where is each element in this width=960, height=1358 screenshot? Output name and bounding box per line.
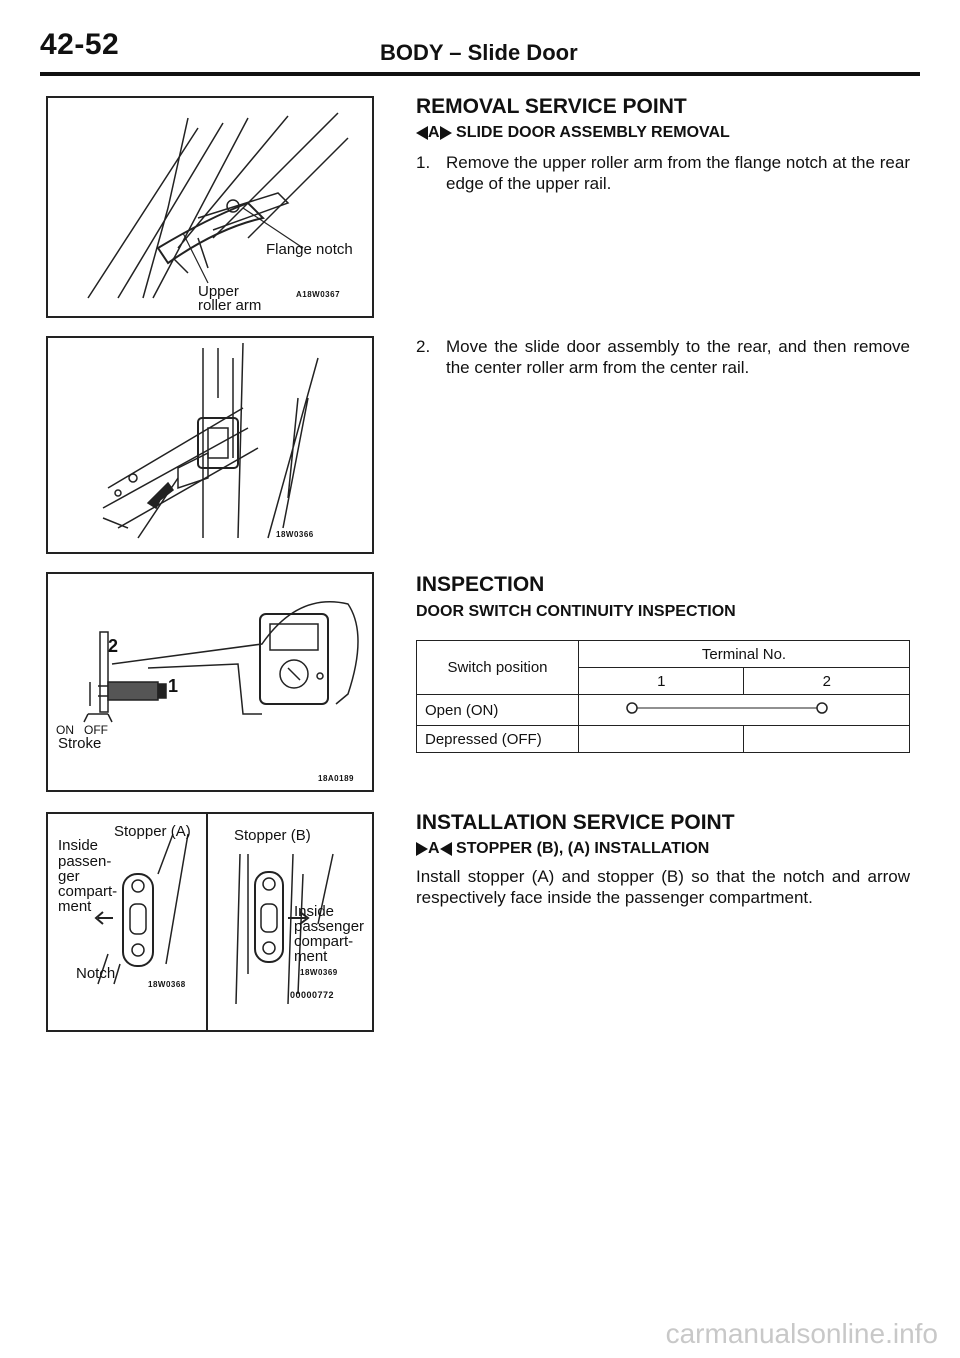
figure-code: 18A0189: [318, 774, 354, 783]
left-triangle-icon: [440, 842, 452, 856]
label-inside-l1: Inside: [58, 837, 99, 854]
label-flange-notch: Flange notch: [266, 241, 353, 258]
installation-heading: INSTALLATION SERVICE POINT: [416, 811, 735, 834]
label-inside-l3: ger: [58, 868, 80, 885]
footer-watermark: carmanualsonline.info: [665, 1318, 938, 1349]
figure-code-left: 18W0368: [148, 980, 186, 989]
header-terminal-1: 1: [579, 668, 744, 695]
empty-cell: [744, 726, 910, 753]
label-stroke: Stroke: [58, 735, 102, 752]
continuity-line-icon: [579, 695, 909, 721]
table-row: [417, 695, 910, 726]
label-inside-r4: ment: [294, 948, 328, 965]
figure-code: 18W0366: [276, 530, 314, 539]
label-on: ON: [56, 723, 74, 737]
label-stopper-b: Stopper (B): [234, 827, 311, 844]
label-upper: Upper: [198, 283, 239, 300]
header-terminal-no: Terminal No.: [579, 641, 910, 668]
figure-code-right: 18W0369: [300, 968, 338, 977]
label-inside-r1: Inside: [294, 903, 335, 920]
label-roller-arm: roller arm: [198, 297, 262, 314]
header-switch-position: Switch position: [417, 641, 579, 695]
figure-center-roller-arm: [46, 336, 374, 554]
figure-code: A18W0367: [296, 290, 341, 299]
installation-text: Install stopper (A) and stopper (B) so that the notch and arrow respectively face inside the passenger compartment.: [416, 867, 910, 907]
row-label-open: Open (ON): [417, 695, 579, 726]
door-switch-tester-drawing: [48, 574, 372, 790]
label-terminal-1: 1: [168, 676, 179, 696]
table-row: [417, 726, 910, 753]
label-inside-r2: passenger: [294, 918, 365, 935]
installation-subheading: [416, 840, 709, 858]
row-label-depressed: Depressed (OFF): [417, 726, 579, 753]
page-title: BODY – Slide Door: [380, 40, 578, 65]
step-text: Remove the upper roller arm from the flange notch at the rear edge of the upper rail.: [446, 153, 910, 193]
figure-door-switch-tester: [46, 572, 374, 792]
label-inside-r3: compart-: [294, 933, 354, 950]
header-rule: [40, 72, 920, 76]
left-triangle-icon: [416, 126, 428, 140]
label-off: OFF: [84, 723, 108, 737]
label-inside-l4: compart-: [58, 883, 118, 900]
header-terminal-2: 2: [744, 668, 910, 695]
step-number: 2.: [416, 337, 431, 356]
removal-step-1: [416, 152, 910, 194]
continuity-table: [416, 640, 910, 753]
label-inside-l5: ment: [58, 898, 92, 915]
step-number: 1.: [416, 153, 431, 172]
empty-cell: [579, 726, 744, 753]
label-notch: Notch: [76, 965, 116, 982]
page-number: 42-52: [40, 28, 120, 61]
removal-heading: REMOVAL SERVICE POINT: [416, 95, 687, 118]
step-text: Move the slide door assembly to the rear, and then remove the center roller arm from the center rail.: [446, 337, 910, 377]
marker-letter: A: [428, 840, 440, 857]
page-header: [40, 18, 920, 74]
installation-subheading-text: STOPPER (B), (A) INSTALLATION: [456, 840, 710, 857]
inspection-heading: INSPECTION: [416, 573, 545, 596]
label-stopper-a: Stopper (A): [114, 823, 191, 840]
continuity-cell: [579, 695, 910, 726]
removal-subheading-text: SLIDE DOOR ASSEMBLY REMOVAL: [456, 124, 730, 141]
figure-code-bottom: 00000772: [290, 990, 335, 1000]
right-triangle-icon: [440, 126, 452, 140]
inspection-subheading: DOOR SWITCH CONTINUITY INSPECTION: [416, 603, 736, 620]
removal-subheading: [416, 124, 730, 142]
right-triangle-icon: [416, 842, 428, 856]
marker-letter: A: [428, 124, 440, 141]
removal-step-2: [416, 336, 910, 378]
label-terminal-2: 2: [108, 636, 119, 656]
figure-stoppers: [46, 812, 374, 1032]
figure-upper-roller-arm: [46, 96, 374, 318]
label-inside-l2: passen-: [58, 853, 112, 870]
center-roller-arm-drawing: [48, 338, 372, 552]
